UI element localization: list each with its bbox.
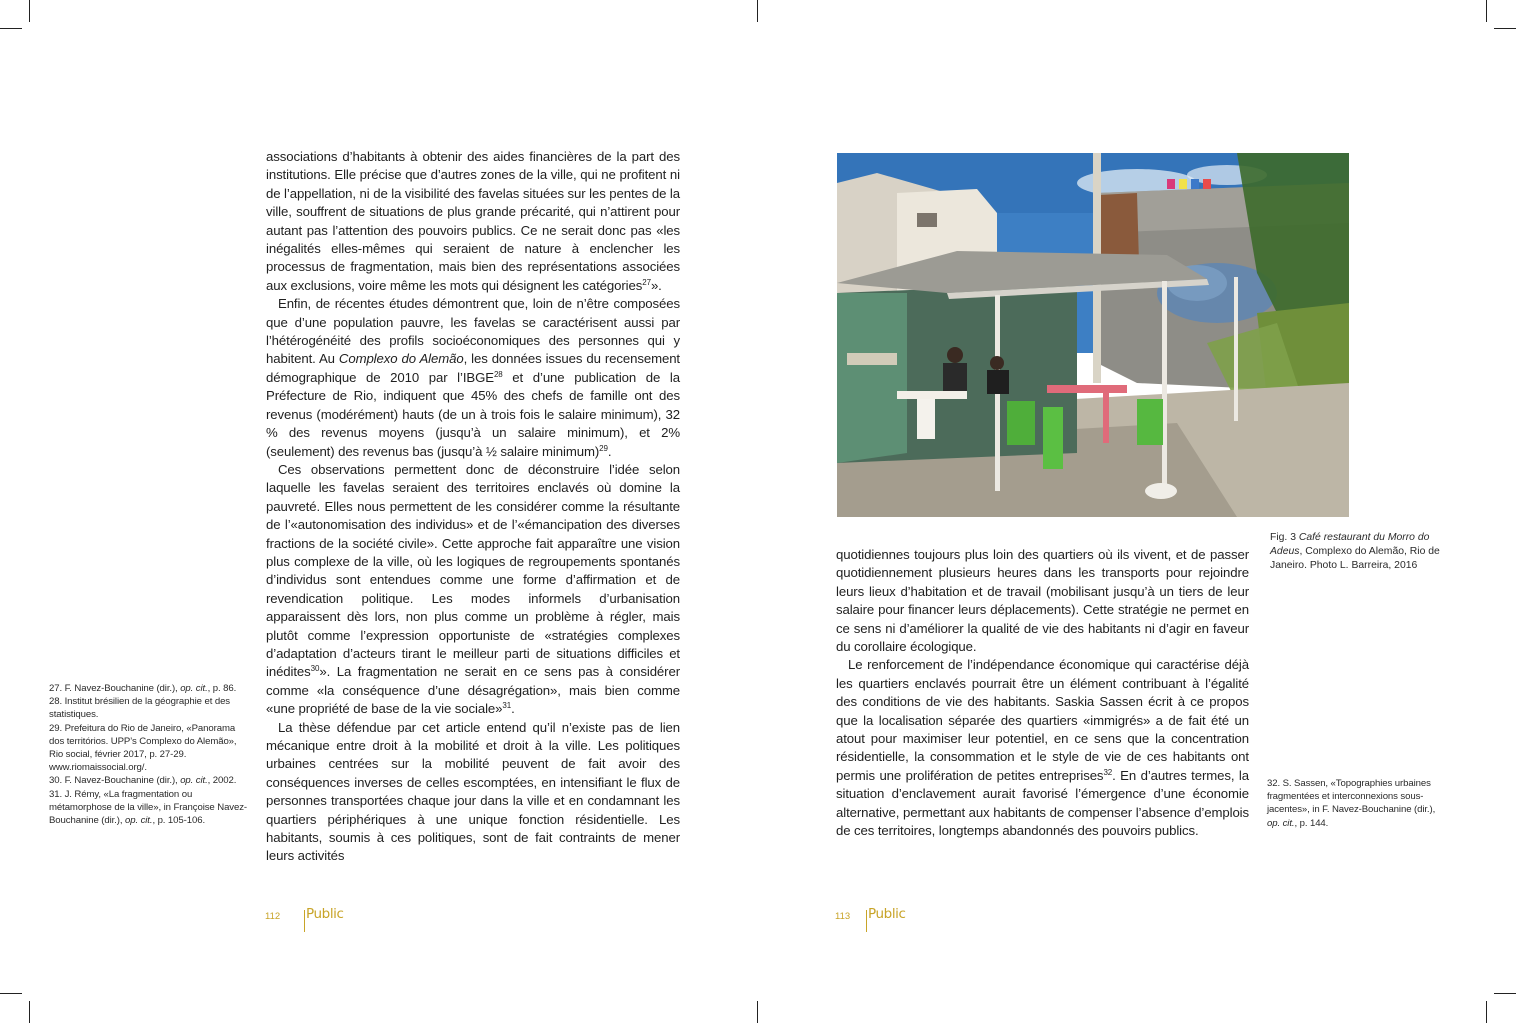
caption-text [1270,531,1455,573]
running-title-left: Public [306,906,344,922]
italic-text: op. cit. [124,815,153,827]
page-number-right: 113 [835,911,851,922]
text-run: associations d’habitants à obtenir des aides financières de la part des institutions. Elle précise que d’autres zones de la ville, qui ne profitent ni de l’appellation, ni de la visibilité des favelas situées sur les pentes de la ville, souffrent de situations de plus grande précarité, qui n’attirent pour autant pas l’attention des pouvoirs publics. Ce ne serait donc pas «les inégalités elles-mêmes qui seraient de nature à enclencher les processus de fragmentation, mais bien des représentations associées aux exclusions, voire même les mots qui désignent les catégories [266,149,680,293]
footnote [49,722,249,775]
crop-mark [1494,28,1516,29]
text-run: 31. J. Rémy, «La fragmentation ou métamorphose de la ville», in Françoise Navez-Bouchanine (dir.), [49,788,248,827]
italic-text: op. cit. [180,775,208,787]
footnote-reference: 32 [1103,767,1113,777]
text-run: . [511,701,515,717]
footnote-reference: 31 [502,701,512,711]
footnote [49,788,249,828]
folio-rule-right [866,910,867,932]
body-paragraph [836,546,1249,656]
italic-text: Complexo do Alemão [338,351,464,367]
text-run: . En d’autres termes, la situation d’enclavement aurait favorisé l’émergence d’une économie alternative, permettant aux habitants de compenser l’absence d’emplois de ces territoires, longtemps abandonnés des pouvoirs publics. [836,767,1249,839]
text-run: ». [650,277,662,293]
text-run: , 2002. [207,775,237,787]
text-run: 30. F. Navez-Bouchanine (dir.), [49,775,181,787]
text-run: , p. 86. [207,683,237,694]
footnote-reference: 29 [599,443,608,453]
right-page-body [836,546,1249,841]
text-run: . [607,443,612,459]
body-paragraph [836,656,1249,840]
folio-rule-left [304,910,305,932]
crop-mark [29,0,30,22]
body-paragraph [266,295,680,461]
italic-text: op. cit. [1267,817,1295,829]
figure-caption [1270,531,1455,573]
right-page-footnotes [1267,777,1447,830]
footnote-reference: 28 [493,369,503,379]
crop-mark [757,0,758,22]
text-run: 29. Prefeitura do Rio de Janeiro, «Panorama dos territórios. UPP’s Complexo do Alemão», Rio social, février 2017, p. 27-29. www.riomaissocial.org/. [49,722,237,774]
text-run: , Complexo do Alemão, Rio de Janeiro. Photo L. Barreira, 2016 [1270,546,1440,571]
text-run: et d’une publication de la Préfecture de Rio, indiquent que 45% des chefs de famille ont des revenus (modérément) hauts (de un à trois fois le salaire minimum), 32 % des revenus moyens (jusqu’à un salaire minimum), et 2% (seulement) des revenus bas (jusqu’à ½ salaire minimum) [266,369,680,459]
page-number-left: 112 [265,911,281,922]
crop-mark [1494,993,1516,994]
text-run: Fig. 3 [1270,532,1299,543]
crop-mark [1486,1001,1487,1023]
text-run: Ces observations permettent donc de déconstruire l’idée selon laquelle les favelas seraient des territoires enclavés où domine la pauvreté. Elles nous permettent de les considérer comme la résultante de l’«autonomisation des individus» et de l’«émancipation des diverses fractions de la société civile». Cette approche fait apparaître une vision plus complexe de la ville, où les logiques de regroupements spontanés d’individus sont entendues comme une forme d’affirmation et de revendication politique. Les modes informels d’urbanisation apparaissent dès lors, non plus comme un problème à régler, mais plutôt comme l’expression opportuniste de «stratégies complexes d’adaptation d’acteurs tirant le meilleur parti de situations difficiles et inédites [266,461,680,680]
italic-text: Café restaurant du Morro do Adeus [1270,532,1430,557]
body-paragraph [266,719,680,866]
left-page-body [266,148,680,866]
text-run: Enfin, de récentes études démontrent que, loin de n’être composées que d’une population pauvre, les favelas se caractérisent aussi par l’hétérogénéité des profils socioéconomiques des personnes qui y habitent. Au [266,296,680,367]
running-title-right: Public [868,906,906,922]
text-run: 27. F. Navez-Bouchanine (dir.), [49,683,181,694]
text-run: , p. 144. [1294,817,1329,829]
text-run: quotidiennes toujours plus loin des quartiers où ils vivent, et de passer quotidiennement plusieurs heures dans les transports pour rejoindre leurs lieux d’habitation et de travail (mobilisant jusqu’à un tiers de leur salaire pour financer leurs déplacements). Cette stratégie ne permet en ce sens ni d’améliorer la qualité de vie des habitants ni d’agir en faveur du corollaire écologique. [836,547,1249,655]
left-page-footnotes [49,682,249,827]
footnote-reference: 30 [310,664,320,674]
crop-mark [1486,0,1487,22]
footnote-reference: 27 [642,277,651,287]
figure-photo [837,153,1349,517]
body-paragraph [266,461,680,719]
text-run: ». La fragmentation ne serait en ce sens pas à considérer comme «la conséquence d’une désagrégation», mais bien comme «une propriété de base de la vie sociale» [266,664,680,717]
footnote [49,682,249,695]
footnote [49,695,249,721]
text-run: , p. 105-106. [152,815,206,827]
body-paragraph [266,148,680,295]
crop-mark [0,993,22,994]
footnote [1267,777,1447,830]
text-run: 32. S. Sassen, «Topographies urbaines fragmentées et interconnexions sous-jacentes», in F. Navez-Bouchanine (dir.), [1267,778,1436,816]
crop-mark [29,1001,30,1023]
crop-mark [0,28,22,29]
cafe-photo-illustration [837,153,1349,517]
text-run: Le renforcement de l’indépendance économique qui caractérise déjà les quartiers enclavés pourrait être un élément contribuant à l’égalité des conditions de vie des habitants. Saskia Sassen écrit à ce propos que la localisation séparée des quartiers «immigrés» a de fait été un atout pour maximiser leur potentiel, en ce sens que la concentration résidentielle, la consommation et le style de vie de ces habitants ont permis une prolifération de petites entreprises [836,657,1249,783]
footnote [49,774,249,787]
italic-text: op. cit. [180,683,208,694]
text-run: La thèse défendue par cet article entend qu’il n’existe pas de lien mécanique entre droit à la mobilité et droit à la ville. Les politiques urbaines centrées sur la mobilité peuvent de fait avoir des conséquences inverses de celles escomptées, en intensifiant le flux de personnes transportées chaque jour dans la ville et en condamnant les quartiers périphériques à une unique fonction résidentielle. Les habitants, soumis à ces politiques, sont de fait contraints de mener leurs activités [266,719,680,864]
text-run: , les données issues du recensement démographique de 2010 par l’IBGE [266,351,680,385]
crop-mark [757,1001,758,1023]
text-run: 28. Institut brésilien de la géographie et des statistiques. [49,696,231,721]
